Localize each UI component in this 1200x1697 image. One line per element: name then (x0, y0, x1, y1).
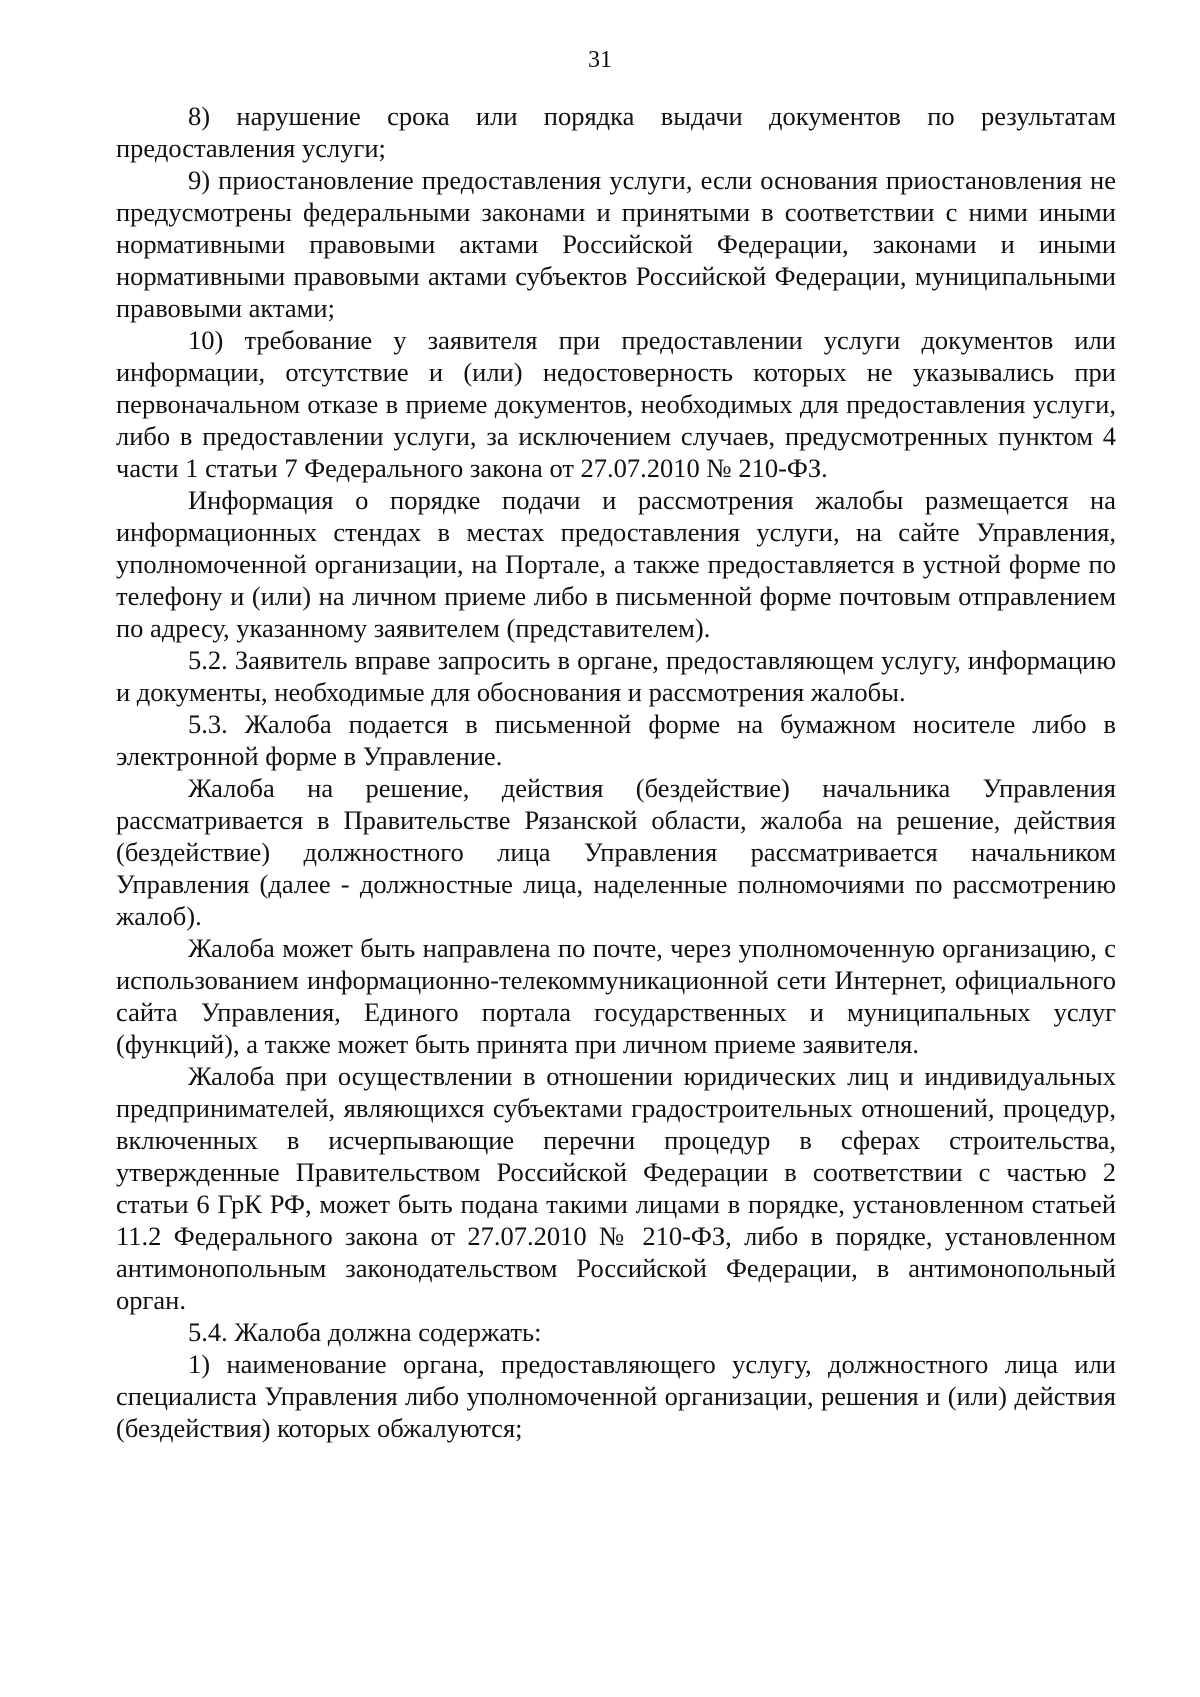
paragraph-5-4-item-1: 1) наименование органа, предоставляющего услугу, должностного лица или специалиста Управления либо уполномоченной организации, решения и (или) действия (бездействия) которых обжалуются; (116, 1349, 1116, 1443)
paragraph-complaint-channels: Жалоба может быть направлена по почте, через уполномоченную организацию, с использованием информационно-телекоммуникационной сети Интернет, официального сайта Управления, Единого портала государственных и муниципальных услуг (функций), а также может быть принята при личном приеме заявителя. (116, 933, 1116, 1059)
paragraph-complaint-info: Информация о порядке подачи и рассмотрения жалобы размещается на информационных стендах в местах предоставления услуги, на сайте Управления, уполномоченной организации, на Портале, а также предоставляется в устной форме по телефону и (или) на личном приеме либо в письменной форме почтовым отправлением по адресу, указанному заявителем (представителем). (116, 485, 1116, 643)
paragraph-5-3: 5.3. Жалоба подается в письменной форме на бумажном носителе либо в электронной форме в Управление. (116, 709, 1116, 771)
page-number: 31 (588, 47, 612, 73)
paragraph-complaint-review: Жалоба на решение, действия (бездействие) начальника Управления рассматривается в Правительстве Рязанской области, жалоба на решение, действия (бездействие) должностного лица Управления рассматривается начальником Управления (далее - должностные лица, наделенные полномочиями по рассмотрению жалоб). (116, 773, 1116, 931)
paragraph-5-4: 5.4. Жалоба должна содержать: (188, 1317, 542, 1347)
document-body (116, 100, 1116, 1444)
paragraph-item-10: 10) требование у заявителя при предоставлении услуги документов или информации, отсутствие и (или) недостоверность которых не указывались при первоначальном отказе в приеме документов, необходимых для предоставления услуги, либо в предоставлении услуги, за исключением случаев, предусмотренных пунктом 4 части 1 статьи 7 Федерального закона от 27.07.2010 № 210-ФЗ. (116, 325, 1116, 483)
paragraph-5-2: 5.2. Заявитель вправе запросить в органе, предоставляющем услугу, информацию и документы, необходимые для обоснования и рассмотрения жалобы. (116, 645, 1116, 707)
paragraph-complaint-construction: Жалоба при осуществлении в отношении юридических лиц и индивидуальных предпринимателей, являющихся субъектами градостроительных отношений, процедур, включенных в исчерпывающие перечни процедур в сферах строительства, утвержденные Правительством Российской Федерации в соответствии с частью 2 статьи 6 ГрК РФ, может быть подана такими лицами в порядке, установленном статьей 11.2 Федерального закона от 27.07.2010 № 210-ФЗ, либо в порядке, установленном антимонопольным законодательством Российской Федерации, в антимонопольный орган. (116, 1061, 1116, 1315)
paragraph-item-8: 8) нарушение срока или порядка выдачи документов по результатам предоставления услуги; (116, 101, 1116, 163)
paragraph-item-9: 9) приостановление предоставления услуги, если основания приостановления не предусмотрены федеральными законами и принятыми в соответствии с ними иными нормативными правовыми актами Российской Федерации, законами и иными нормативными правовыми актами субъектов Российской Федерации, муниципальными правовыми актами; (116, 165, 1116, 323)
